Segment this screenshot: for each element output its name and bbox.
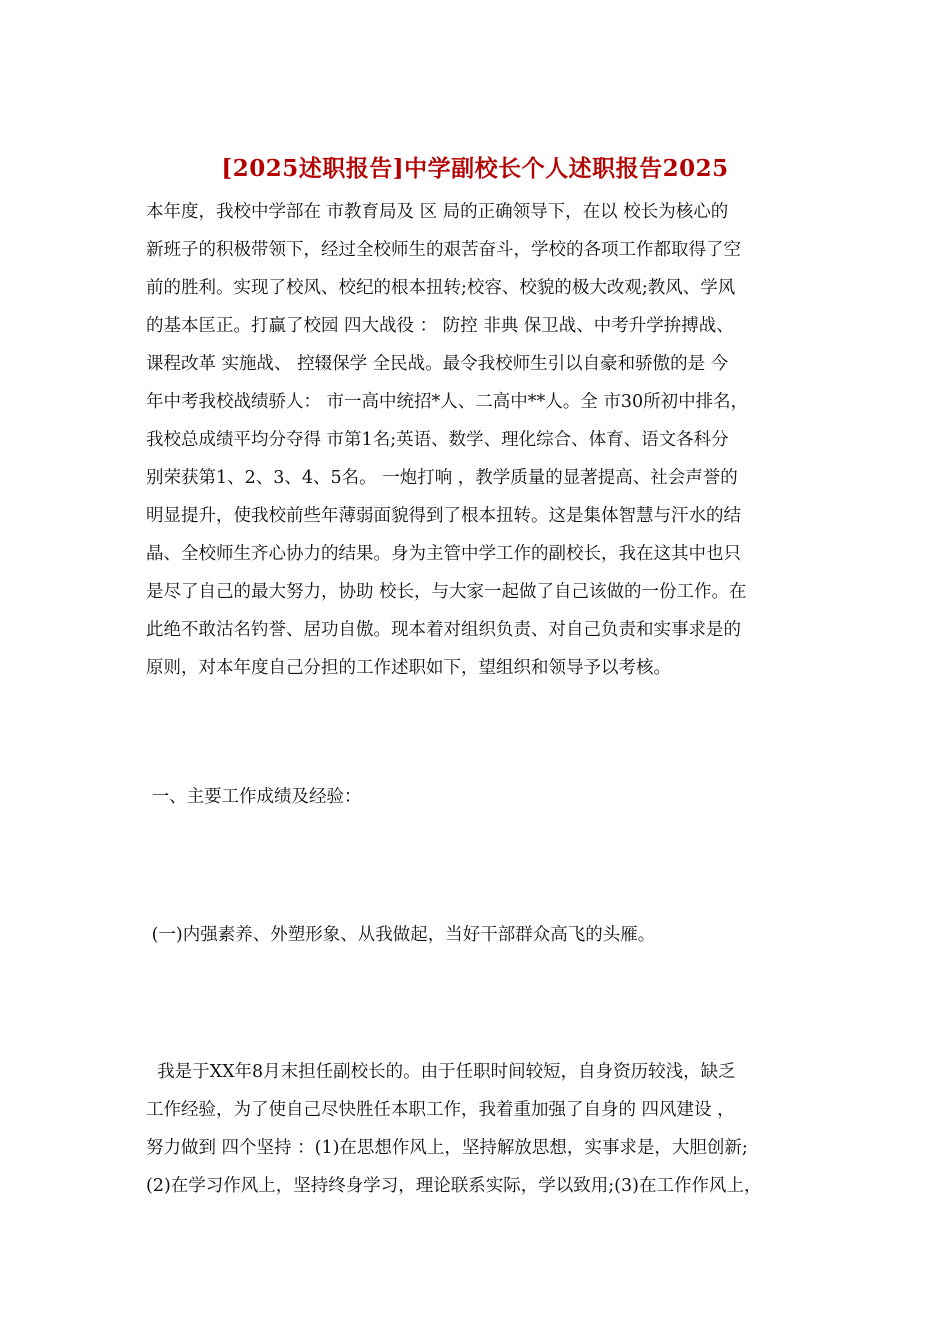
paragraph-line: 是尽了自己的最大努力，协助 校长，与大家一起做了自己该做的一份工作。在 bbox=[146, 582, 747, 602]
paragraph-line: 我校总成绩平均分夺得 市第1名;英语、数学、理化综合、体育、语文各科分 bbox=[146, 430, 729, 450]
paragraph-line: 努力做到 四个坚持 ：(1)在思想作风上，坚持解放思想，实事求是，大胆创新; bbox=[146, 1138, 748, 1158]
subsection-heading bbox=[146, 916, 826, 954]
paragraph-line: 前的胜利。实现了校风、校纪的根本扭转;校容、校貌的极大改观;教风、学风 bbox=[146, 278, 736, 298]
paragraph-line: (2)在学习作风上，坚持终身学习，理论联系实际，学以致用;(3)在工作作风上， bbox=[146, 1176, 762, 1196]
paragraph-line: 晶、全校师生齐心协力的结果。身为主管中学工作的副校长，我在这其中也只 bbox=[146, 544, 741, 564]
paragraph-line: 课程改革 实施战、 控辍保学 全民战。最令我校师生引以自豪和骄傲的是 今 bbox=[146, 354, 729, 374]
paragraph-line: 工作经验，为了使自己尽快胜任本职工作，我着重加强了自身的 四风建设 ， bbox=[146, 1100, 735, 1120]
paragraph-line: 本年度，我校中学部在 市教育局及 区 局的正确领导下，在以 校长为核心的 bbox=[146, 202, 729, 222]
paragraph-line: 此绝不敢沽名钓誉、居功自傲。现本着对组织负责、对自己负责和实事求是的 bbox=[146, 620, 741, 640]
body-paragraph bbox=[146, 1053, 826, 1205]
paragraph-line: 原则，对本年度自己分担的工作述职如下，望组织和领导予以考核。 bbox=[146, 658, 671, 678]
paragraph-line: 年中考我校战绩骄人： 市一高中统招*人、二高中**人。全 市30所初中排名， bbox=[146, 392, 749, 412]
paragraph-line: 新班子的积极带领下，经过全校师生的艰苦奋斗，学校的各项工作都取得了空 bbox=[146, 240, 741, 260]
paragraph-line: 的基本匡正。打赢了校园 四大战役 ： 防控 非典 保卫战、中考升学拚搏战、 bbox=[146, 316, 734, 336]
intro-paragraph bbox=[146, 193, 826, 687]
subsection-heading-text: (一)内强素养、外塑形象、从我做起，当好干部群众高飞的头雁。 bbox=[146, 925, 656, 945]
section-heading-text: 一、主要工作成绩及经验： bbox=[146, 787, 362, 807]
document-title: [2025述职报告]中学副校长个人述职报告2025 bbox=[221, 155, 729, 182]
paragraph-line: 明显提升，使我校前些年薄弱面貌得到了根本扭转。这是集体智慧与汗水的结 bbox=[146, 506, 741, 526]
paragraph-line: 我是于XX年8月末担任副校长的。由于任职时间较短，自身资历较浅，缺乏 bbox=[146, 1062, 736, 1082]
paragraph-line: 别荣获第1、2、3、4、5名。 一炮打响 ，教学质量的显著提高、社会声誉的 bbox=[146, 468, 738, 488]
section-heading bbox=[146, 778, 826, 816]
